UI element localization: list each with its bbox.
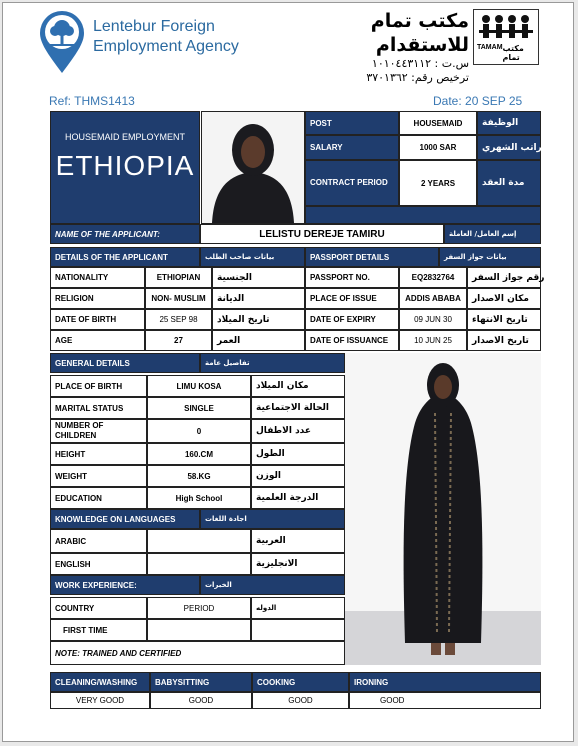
tamam-logo [473,9,539,65]
religion-arabic: الديانة [212,288,305,309]
children-value: 0 [147,419,251,443]
applicant-name-arabic: إسم العامل/ العاملة [444,224,541,244]
weight-arabic: الوزن [251,465,345,487]
date-of-issuance-label: DATE OF ISSUANCE [305,330,399,351]
general-details-header: GENERAL DETAILS [50,353,200,373]
full-body-photo [345,353,541,665]
arabic-office-name: مكتب تمام للاستقدام [370,10,469,56]
arabic-cr-number: س.ت : ١٠١٠٤٤٣١١٢ [371,57,469,70]
first-time-arabic [251,619,345,641]
place-of-issue-value: ADDIS ABABA [399,288,467,309]
weight-label: WEIGHT [50,465,147,487]
date-of-issuance-value: 10 JUN 25 [399,330,467,351]
experience-country-arabic: الدوله [251,597,345,619]
post-value: HOUSEMAID [399,111,477,135]
marital-status-label: MARITAL STATUS [50,397,147,419]
skill-cooking-label: COOKING [252,672,349,692]
first-time-label: FIRST TIME [50,619,147,641]
education-value: High School [147,487,251,509]
english-language-value [147,553,251,575]
job-spacer [305,206,541,224]
date-of-expiry-arabic: تاريخ الانتهاء [467,309,541,330]
arabic-language-value [147,529,251,553]
skill-cleaning-label: CLEANING/WASHING [50,672,150,692]
height-value: 160.CM [147,443,251,465]
english-language-arabic: الانجليزية [251,553,345,575]
date-of-birth-value: 25 SEP 98 [145,309,212,330]
arabic-language-arabic: العربية [251,529,345,553]
place-of-issue-arabic: مكان الاصدار [467,288,541,309]
languages-header: KNOWLEDGE ON LANGUAGES [50,509,200,529]
skill-ironing-label: IRONING [349,672,541,692]
nationality-value: ETHIOPIAN [145,267,212,288]
general-details-header-arabic: تفاصيل عامة [200,353,345,373]
tamam-logo-text: TAMAM [477,44,503,51]
document-date: Date: 20 SEP 25 [433,94,523,108]
reference-number: Ref: THMS1413 [49,94,135,108]
education-label: EDUCATION [50,487,147,509]
marital-status-value: SINGLE [147,397,251,419]
post-arabic: الوظيفة [477,111,541,135]
age-arabic: العمر [212,330,305,351]
applicant-photo [201,111,305,224]
title-block [50,111,200,224]
nationality-arabic: الجنسية [212,267,305,288]
agency-logo [37,9,87,75]
experience-period-label: PERIOD [147,597,251,619]
salary-label: SALARY [305,135,399,160]
place-of-issue-label: PLACE OF ISSUE [305,288,399,309]
place-of-birth-arabic: مكان الميلاد [251,375,345,397]
skill-cooking-value: GOOD [252,692,349,709]
applicant-name-label: NAME OF THE APPLICANT: [50,224,200,244]
salary-value: 1000 SAR [399,135,477,160]
arabic-language-label: ARABIC [50,529,147,553]
date-of-expiry-value: 09 JUN 30 [399,309,467,330]
country-title: ETHIOPIA [55,150,195,181]
nationality-label: NATIONALITY [50,267,145,288]
skill-ironing-value: GOOD [349,692,541,709]
weight-value: 58.KG [147,465,251,487]
contract-value: 2 YEARS [399,160,477,206]
passport-header: PASSPORT DETAILS [305,247,439,267]
date-of-birth-label: DATE OF BIRTH [50,309,145,330]
agency-name-line1: Lentebur Foreign [93,18,215,35]
agency-name [93,17,239,57]
place-of-birth-value: LIMU KOSA [147,375,251,397]
details-header: DETAILS OF THE APPLICANT [50,247,200,267]
passport-no-arabic: رقم جواز السفر [467,267,541,288]
age-label: AGE [50,330,145,351]
agency-name-line2: Employment Agency [93,38,239,55]
tamam-logo-arabic: مكتب تمام [502,44,524,62]
age-value: 27 [145,330,212,351]
skill-babysitting-label: BABYSITTING [150,672,252,692]
passport-no-label: PASSPORT NO. [305,267,399,288]
religion-value: NON- MUSLIM [145,288,212,309]
place-of-birth-label: PLACE OF BIRTH [50,375,147,397]
cv-page [2,2,574,742]
education-arabic: الدرجة العلمية [251,487,345,509]
height-arabic: الطول [251,443,345,465]
date-of-expiry-label: DATE OF EXPIRY [305,309,399,330]
skill-cleaning-value: VERY GOOD [50,692,150,709]
post-label: POST [305,111,399,135]
passport-no-value: EQ2832764 [399,267,467,288]
children-arabic: عدد الاطفال [251,419,345,443]
title-subtitle: HOUSEMAID EMPLOYMENT [64,132,185,142]
marital-status-arabic: الحالة الاجتماعية [251,397,345,419]
applicant-name: LELISTU DEREJE TAMIRU [200,224,444,244]
note: NOTE: TRAINED AND CERTIFIED [50,641,345,665]
languages-header-arabic: اجادة اللغات [200,509,345,529]
children-label: NUMBER OF CHILDREN [50,419,147,443]
contract-label: CONTRACT PERIOD [305,160,399,206]
date-of-issuance-arabic: تاريخ الاصدار [467,330,541,351]
first-time-period [147,619,251,641]
work-experience-header-arabic: الخبرات [200,575,345,595]
skill-babysitting-value: GOOD [150,692,252,709]
passport-header-arabic: بيانات جواز السفر [439,247,541,267]
experience-country-label: COUNTRY [50,597,147,619]
height-label: HEIGHT [50,443,147,465]
contract-arabic: مدة العقد [477,160,541,206]
salary-arabic: الراتب الشهري [477,135,541,160]
english-language-label: ENGLISH [50,553,147,575]
arabic-office-header [273,9,469,85]
details-header-arabic: بيانات صاحب الطلب [200,247,305,267]
work-experience-header: WORK EXPERIENCE: [50,575,200,595]
arabic-license-number: ترخيص رقم: ٣٧٠١٣٦٢ [366,71,469,84]
date-of-birth-arabic: تاريخ الميلاد [212,309,305,330]
religion-label: RELIGION [50,288,145,309]
